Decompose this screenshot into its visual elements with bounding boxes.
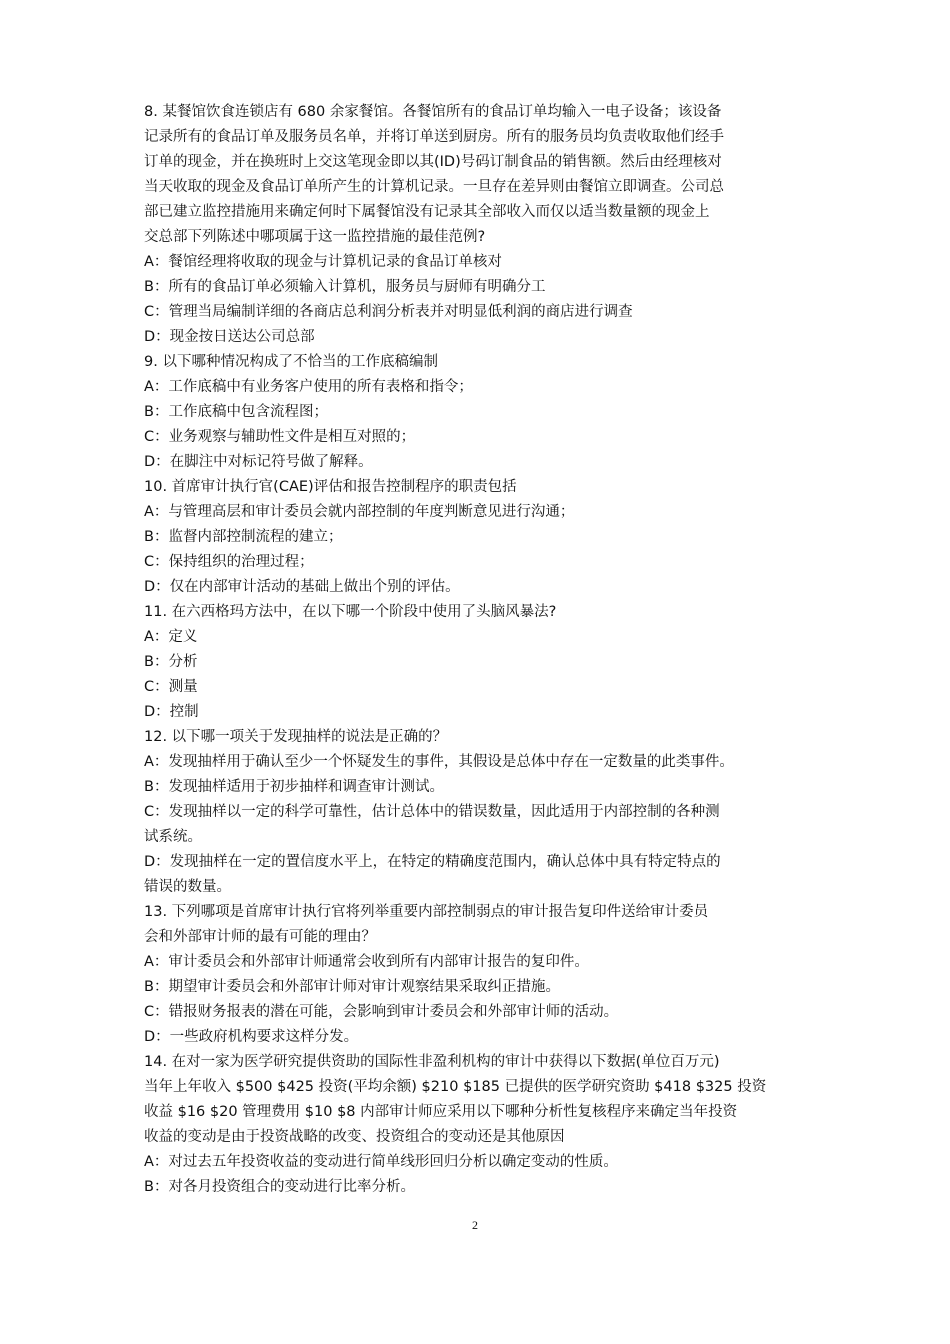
question-11-option-b: B：分析 <box>144 654 198 670</box>
text-line: 交总部下列陈述中哪项属于这一监控措施的最佳范例? <box>144 229 486 245</box>
text-line: 记录所有的食品订单及服务员名单，并将订单送到厨房。所有的服务员均负责收取他们经手 <box>144 129 724 145</box>
text-line: 8. 某餐馆饮食连锁店有 680 余家餐馆。各餐馆所有的食品订单均输入一电子设备；该设备 <box>144 104 722 120</box>
text-line: 错误的数量。 <box>144 879 231 895</box>
question-10-option-b: B：监督内部控制流程的建立； <box>144 529 343 545</box>
page-number: 2 <box>472 1218 478 1232</box>
question-14-option-b: B：对各月投资组合的变动进行比率分析。 <box>144 1179 415 1195</box>
text-line: 收益的变动是由于投资战略的改变、投资组合的变动还是其他原因 <box>144 1129 565 1145</box>
question-12-stem: 12. 以下哪一项关于发现抽样的说法是正确的？ <box>144 729 448 745</box>
question-8-option-d: D：现金按日送达公司总部 <box>144 329 315 345</box>
question-13-option-a: A：审计委员会和外部审计师通常会收到所有内部审计报告的复印件。 <box>144 954 589 970</box>
question-10-stem: 10. 首席审计执行官(CAE)评估和报告控制程序的职责包括 <box>144 479 517 495</box>
question-12-option-a: A：发现抽样用于确认至少一个怀疑发生的事件，其假设是总体中存在一定数量的此类事件。 <box>144 754 734 770</box>
question-10-option-d: D：仅在内部审计活动的基础上做出个别的评估。 <box>144 579 460 595</box>
question-12-option-d <box>144 850 814 900</box>
question-11-stem: 11. 在六西格玛方法中，在以下哪一个阶段中使用了头脑风暴法? <box>144 604 557 620</box>
question-8-option-b: B：所有的食品订单必须输入计算机，服务员与厨师有明确分工 <box>144 279 546 295</box>
text-line: 部已建立监控措施用来确定何时下属餐馆没有记录其全部收入而仅以适当数量额的现金上 <box>144 204 710 220</box>
question-8-option-a: A：餐馆经理将收取的现金与计算机记录的食品订单核对 <box>144 254 502 270</box>
question-8-option-c: C：管理当局编制详细的各商店总利润分析表并对明显低利润的商店进行调查 <box>144 304 633 320</box>
document-body <box>144 100 814 1200</box>
question-9-option-d: D：在脚注中对标记符号做了解释。 <box>144 454 373 470</box>
question-11-option-c: C：测量 <box>144 679 198 695</box>
question-9-stem: 9. 以下哪种情况构成了不恰当的工作底稿编制 <box>144 354 438 370</box>
question-10-option-a: A：与管理高层和审计委员会就内部控制的年度判断意见进行沟通； <box>144 504 575 520</box>
question-11-option-a: A：定义 <box>144 629 198 645</box>
text-line: D：发现抽样在一定的置信度水平上，在特定的精确度范围内，确认总体中具有特定特点的 <box>144 854 721 870</box>
question-13-stem <box>144 900 814 950</box>
question-9-option-a: A：工作底稿中有业务客户使用的所有表格和指令； <box>144 379 473 395</box>
text-line: 试系统。 <box>144 829 202 845</box>
text-line: 14. 在对一家为医学研究提供资助的国际性非盈利机构的审计中获得以下数据(单位百万元) <box>144 1054 720 1070</box>
question-10-option-c: C：保持组织的治理过程； <box>144 554 314 570</box>
text-line: 当天收取的现金及食品订单所产生的计算机记录。一旦存在差异则由餐馆立即调查。公司总 <box>144 179 724 195</box>
text-line: 订单的现金，并在换班时上交这笔现金即以其(ID)号码订制食品的销售额。然后由经理核对 <box>144 154 722 170</box>
text-line: C：发现抽样以一定的科学可靠性，估计总体中的错误数量，因此适用于内部控制的各种测 <box>144 804 720 820</box>
question-14-option-a: A：对过去五年投资收益的变动进行简单线形回归分析以确定变动的性质。 <box>144 1154 618 1170</box>
text-line: 收益 $16 $20 管理费用 $10 $8 内部审计师应采用以下哪种分析性复核程序来确定当年投资 <box>144 1104 738 1120</box>
text-line: 当年上年收入 $500 $425 投资(平均余额) $210 $185 已提供的医学研究资助 $418 $325 投资 <box>144 1079 767 1095</box>
question-14-stem <box>144 1050 814 1150</box>
text-line: 会和外部审计师的最有可能的理由？ <box>144 929 376 945</box>
question-9-option-b: B：工作底稿中包含流程图； <box>144 404 328 420</box>
question-12-option-b: B：发现抽样适用于初步抽样和调查审计测试。 <box>144 779 444 795</box>
text-line: 13. 下列哪项是首席审计执行官将列举重要内部控制弱点的审计报告复印件送给审计委员 <box>144 904 709 920</box>
question-9-option-c: C：业务观察与辅助性文件是相互对照的； <box>144 429 416 445</box>
question-11-option-d: D：控制 <box>144 704 199 720</box>
question-8-stem <box>144 100 814 250</box>
question-13-option-d: D：一些政府机构要求这样分发。 <box>144 1029 359 1045</box>
question-12-option-c <box>144 800 814 850</box>
question-13-option-b: B：期望审计委员会和外部审计师对审计观察结果采取纠正措施。 <box>144 979 560 995</box>
question-13-option-c: C：错报财务报表的潜在可能，会影响到审计委员会和外部审计师的活动。 <box>144 1004 619 1020</box>
